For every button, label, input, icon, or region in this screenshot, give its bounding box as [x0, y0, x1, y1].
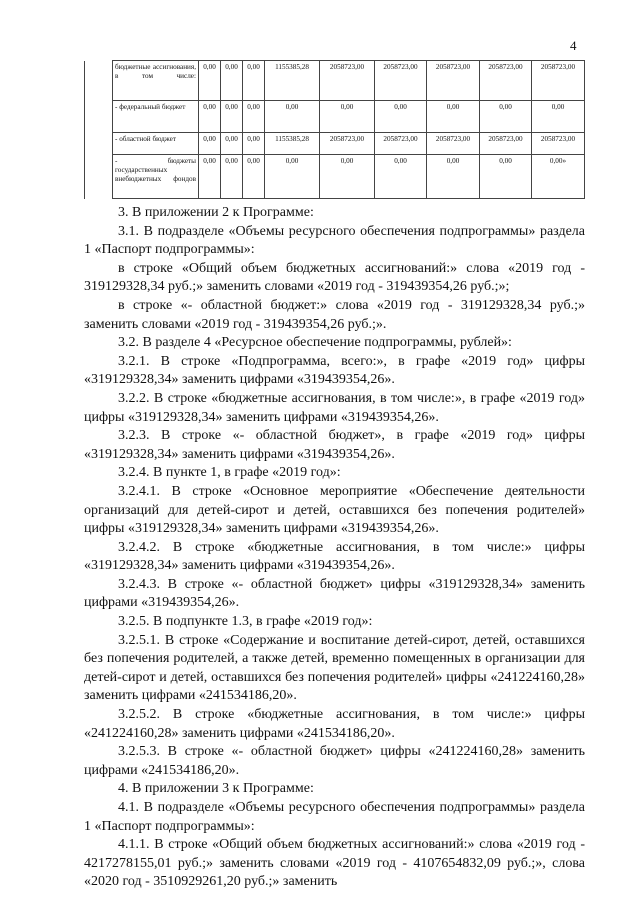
table-row-label: - бюджеты государственных внебюджетных фондов — [113, 155, 199, 199]
table-row — [85, 61, 585, 101]
table-cell: 0,00 — [375, 155, 427, 199]
table-row-label: - областной бюджет — [113, 133, 199, 155]
table-cell: 0,00 — [221, 133, 243, 155]
budget-table — [84, 60, 585, 199]
paragraph: 3.2.3. В строке «- областной бюджет», в графе «2019 год» цифры «319129328,34» заменить цифрами «319439354,26». — [84, 428, 585, 462]
paragraph: 4. В приложении 3 к Программе: — [118, 781, 314, 797]
table-spacer-cell — [85, 61, 113, 101]
table-row-label: бюджетные ассигнования, в том числе: — [113, 61, 199, 101]
document-body — [84, 204, 585, 892]
paragraph: 3.2.1. В строке «Подпрограмма, всего:», в графе «2019 год» цифры «319129328,34» заменить цифрами «319439354,26». — [84, 353, 585, 388]
table-cell: 0,00 — [480, 101, 532, 133]
table-row-label: - федеральный бюджет — [113, 101, 199, 133]
table-cell: 0,00 — [221, 155, 243, 199]
table-cell: 0,00 — [199, 61, 221, 101]
table-cell: 2058723,00 — [480, 61, 532, 101]
table-cell: 0,00 — [427, 101, 480, 133]
table-cell: 0,00 — [265, 155, 320, 199]
paragraph: в строке «Общий объем бюджетных ассигнований:» слова «2019 год - 319129328,34 руб.;» заменить словами «2019 год - 319439354,26 руб.;»; — [84, 260, 585, 295]
paragraph: 3.2.2. В строке «бюджетные ассигнования, в том числе:», в графе «2019 год» цифры «319129328,34» заменить цифрами «319439354,26». — [84, 390, 585, 425]
table-cell: 0,00 — [532, 101, 585, 133]
paragraph: в строке «- областной бюджет:» слова «2019 год - 319129328,34 руб.;» заменить словами «2019 год - 319439354,26 руб.;». — [84, 297, 585, 332]
paragraph: 4.1. В подразделе «Объемы ресурсного обеспечения подпрограммы» раздела 1 «Паспорт подпрограммы»: — [84, 800, 585, 834]
table-spacer-cell — [85, 155, 113, 199]
page-number: 4 — [570, 38, 577, 53]
paragraph: 3.2.5.1. В строке «Содержание и воспитание детей-сирот, детей, оставшихся без попечения родителей, а также детей, временно помещенных в организации для детей-сирот и детей, оставшихся без попечения родителей» цифры «241224160,28» заменить цифрами «241534186,20». — [84, 632, 585, 704]
paragraph: 3.2.5. В подпункте 1.3, в графе «2019 год»: — [118, 614, 373, 630]
table-spacer-cell — [85, 101, 113, 133]
table-cell: 0,00 — [243, 101, 265, 133]
table-cell: 1155385,28 — [265, 133, 320, 155]
table-row — [85, 133, 585, 155]
table-row — [85, 101, 585, 133]
table-cell: 0,00 — [199, 133, 221, 155]
table-cell: 2058723,00 — [532, 133, 585, 155]
paragraph: 3.2.5.3. В строке «- областной бюджет» цифры «241224160,28» заменить цифрами «241534186,20». — [84, 744, 585, 778]
table-cell: 0,00 — [221, 61, 243, 101]
table-spacer-cell — [85, 133, 113, 155]
table-cell: 0,00 — [480, 155, 532, 199]
table-cell: 2058723,00 — [532, 61, 585, 101]
table-cell: 0,00 — [199, 155, 221, 199]
paragraph: 3.2. В разделе 4 «Ресурсное обеспечение подпрограммы, рублей»: — [118, 335, 512, 351]
paragraph: 3.1. В подразделе «Объемы ресурсного обеспечения подпрограммы» раздела 1 «Паспорт подпрограммы»: — [84, 223, 585, 258]
table-cell: 0,00 — [199, 101, 221, 133]
table-cell: 2058723,00 — [427, 133, 480, 155]
table-cell: 0,00 — [320, 101, 375, 133]
paragraph: 3.2.4.2. В строке «бюджетные ассигнования, в том числе:» цифры «319129328,34» заменить цифрами «319439354,26». — [84, 539, 585, 574]
table-cell: 0,00 — [243, 155, 265, 199]
table-cell: 2058723,00 — [320, 61, 375, 101]
paragraph: 3.2.4. В пункте 1, в графе «2019 год»: — [118, 465, 341, 481]
table-cell: 0,00 — [221, 101, 243, 133]
table-cell: 0,00 — [427, 155, 480, 199]
table-cell: 2058723,00 — [480, 133, 532, 155]
table-row — [85, 155, 585, 199]
paragraph: 3.2.5.2. В строке «бюджетные ассигнования, в том числе:» цифры «241224160,28» заменить цифрами «241534186,20». — [84, 707, 585, 741]
table-cell: 0,00 — [265, 101, 320, 133]
table-cell: 1155385,28 — [265, 61, 320, 101]
table-cell: 0,00 — [243, 61, 265, 101]
table-cell: 2058723,00 — [375, 61, 427, 101]
table-cell: 2058723,00 — [375, 133, 427, 155]
paragraph: 3. В приложении 2 к Программе: — [118, 205, 314, 220]
table-cell: 0,00 — [243, 133, 265, 155]
table-cell: 0,00 — [320, 155, 375, 199]
table-cell: 0,00 — [375, 101, 427, 133]
table-cell: 2058723,00 — [320, 133, 375, 155]
paragraph: 3.2.4.3. В строке «- областной бюджет» цифры «319129328,34» заменить цифрами «319439354,26». — [84, 576, 585, 611]
paragraph: 4.1.1. В строке «Общий объем бюджетных ассигнований:» слова «2019 год - 4217278155,01 руб.;» заменить словами «2019 год - 4107654832,09 руб.;», слова «2020 год - 3510929261,20 руб.;» заменить — [84, 837, 585, 890]
table-cell: 0,00» — [532, 155, 585, 199]
paragraph: 3.2.4.1. В строке «Основное мероприятие «Обеспечение деятельности организаций для детей-сирот и детей, оставшихся без попечения родителей» цифры «319129328,34» заменить цифрами «319439354,26». — [84, 483, 585, 537]
table-cell: 2058723,00 — [427, 61, 480, 101]
